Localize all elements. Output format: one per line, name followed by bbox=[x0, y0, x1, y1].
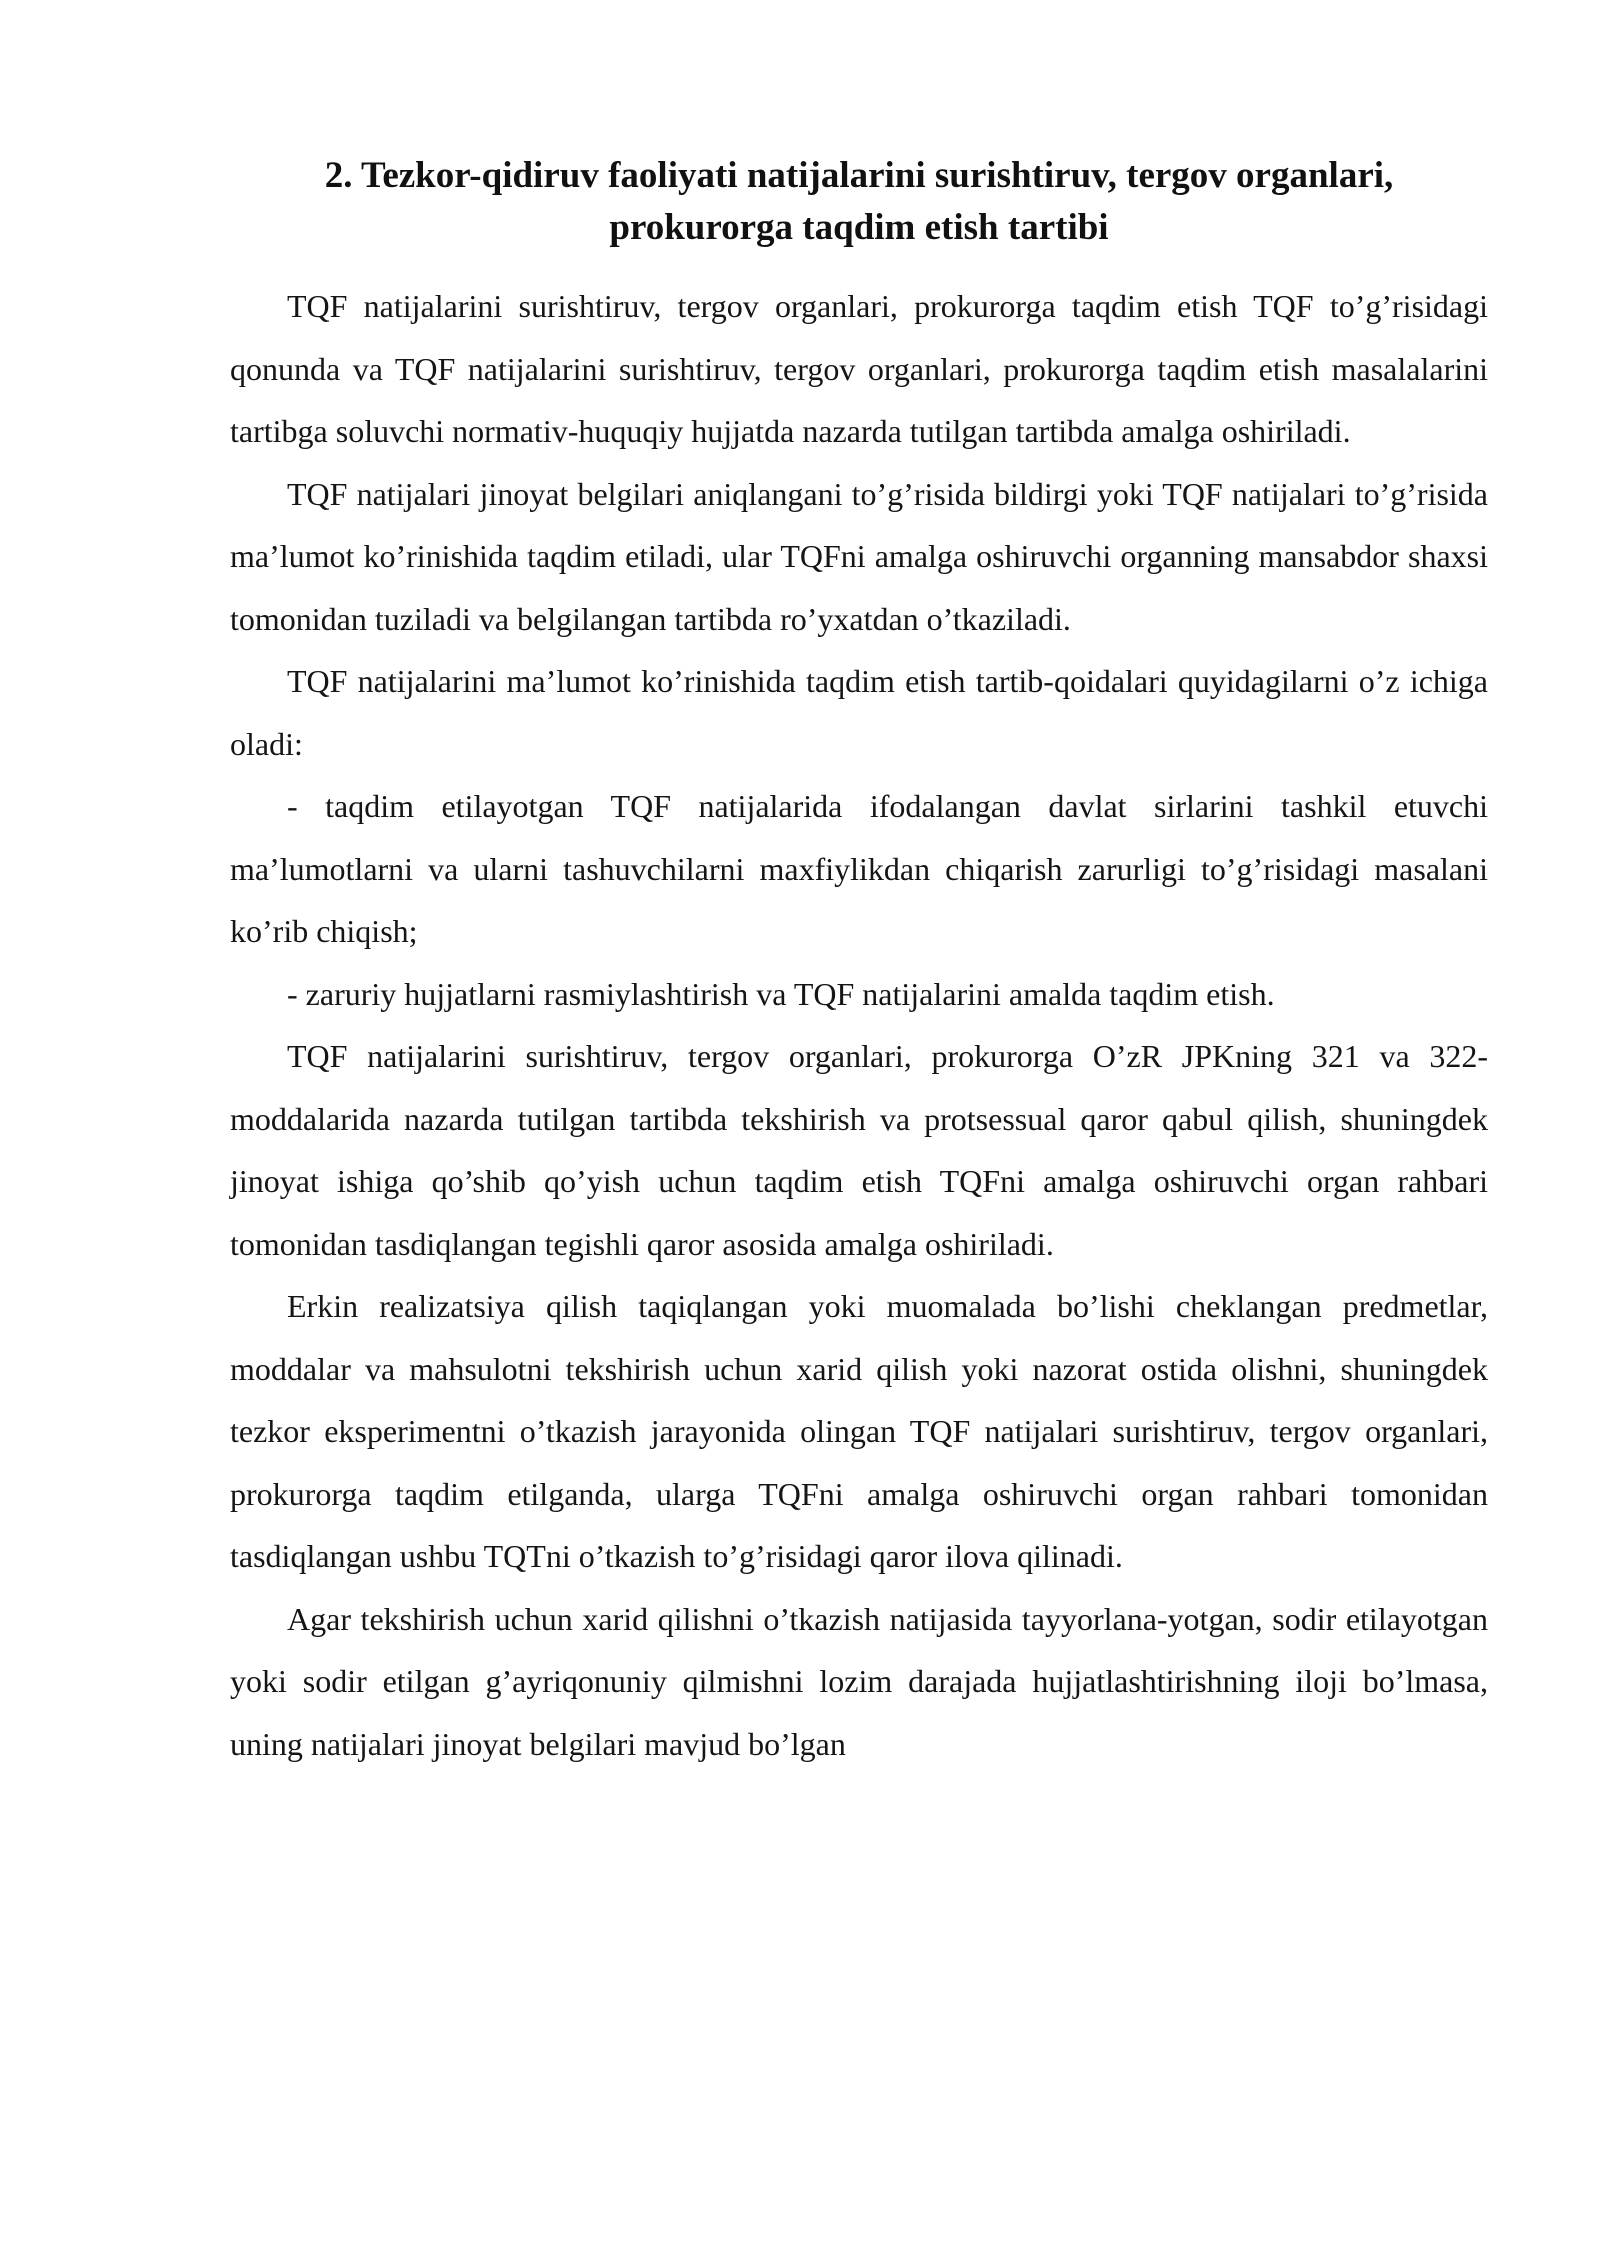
paragraph: TQF natijalarini ma’lumot ko’rinishida taqdim etish tartib-qoidalari quyidagilarni o’z ichiga oladi: bbox=[230, 663, 1488, 762]
paragraph: Erkin realizatsiya qilish taqiqlangan yoki muomalada bo’lishi cheklangan predmetlar, moddalar va mahsulotni tekshirish uchun xarid qilish yoki nazorat ostida olishni, shuningdek tezkor eksperimentni o’tkazish jarayonida olingan TQF natijalari surishtiruv, tergov organlari, prokurorga taqdim etilganda, ularga TQFni amalga oshiruvchi organ rahbari tomonidan tasdiqlangan ushbu TQTni o’tkazish to’g’risidagi qaror ilova qilinadi. bbox=[230, 1288, 1488, 1574]
list-item: - zaruriy hujjatlarni rasmiylashtirish va TQF natijalarini amalda taqdim etish. bbox=[287, 975, 1275, 1012]
document-body bbox=[230, 275, 1488, 1775]
paragraph: TQF natijalari jinoyat belgilari aniqlangani to’g’risida bildirgi yoki TQF natijalari to’g’risida ma’lumot ko’rinishida taqdim etiladi, ular TQFni amalga oshiruvchi organning mansabdor shaxsi tomonidan tuziladi va belgilangan tartibda ro’yxatdan o’tkaziladi. bbox=[230, 475, 1488, 637]
document-page bbox=[230, 150, 1488, 1775]
section-heading-line-1: 2. Tezkor-qidiruv faoliyati natijalarini surishtiruv, tergov organlari, bbox=[324, 155, 1394, 196]
list-item: - taqdim etilayotgan TQF natijalarida ifodalangan davlat sirlarini tashkil etuvchi ma’lumotlarni va ularni tashuvchilarni maxfiylikdan chiqarish zarurligi to’g’risidagi masalani ko’rib chiqish; bbox=[230, 788, 1488, 949]
paragraph: TQF natijalarini surishtiruv, tergov organlari, prokurorga O’zR JPKning 321 va 322-moddalarida nazarda tutilgan tartibda tekshirish va protsessual qaror qabul qilish, shuningdek jinoyat ishiga qo’shib qo’yish uchun taqdim etish TQFni amalga oshiruvchi organ rahbari tomonidan tasdiqlangan tegishli qaror asosida amalga oshiriladi. bbox=[230, 1038, 1488, 1262]
section-heading bbox=[230, 150, 1488, 254]
section-heading-line-2: prokurorga taqdim etish tartibi bbox=[609, 207, 1109, 248]
paragraph: TQF natijalarini surishtiruv, tergov organlari, prokurorga taqdim etish TQF to’g’risidagi qonunda va TQF natijalarini surishtiruv, tergov organlari, prokurorga taqdim etish masalalarini tartibga soluvchi normativ-huquqiy hujjatda nazarda tutilgan tartibda amalga oshiriladi. bbox=[230, 288, 1488, 449]
paragraph: Agar tekshirish uchun xarid qilishni o’tkazish natijasida tayyorlana-yotgan, sodir etilayotgan yoki sodir etilgan g’ayriqonuniy qilmishni lozim darajada hujjatlashtirishning iloji bo’lmasa, uning natijalari jinoyat belgilari mavjud bo’lgan bbox=[230, 1600, 1488, 1762]
